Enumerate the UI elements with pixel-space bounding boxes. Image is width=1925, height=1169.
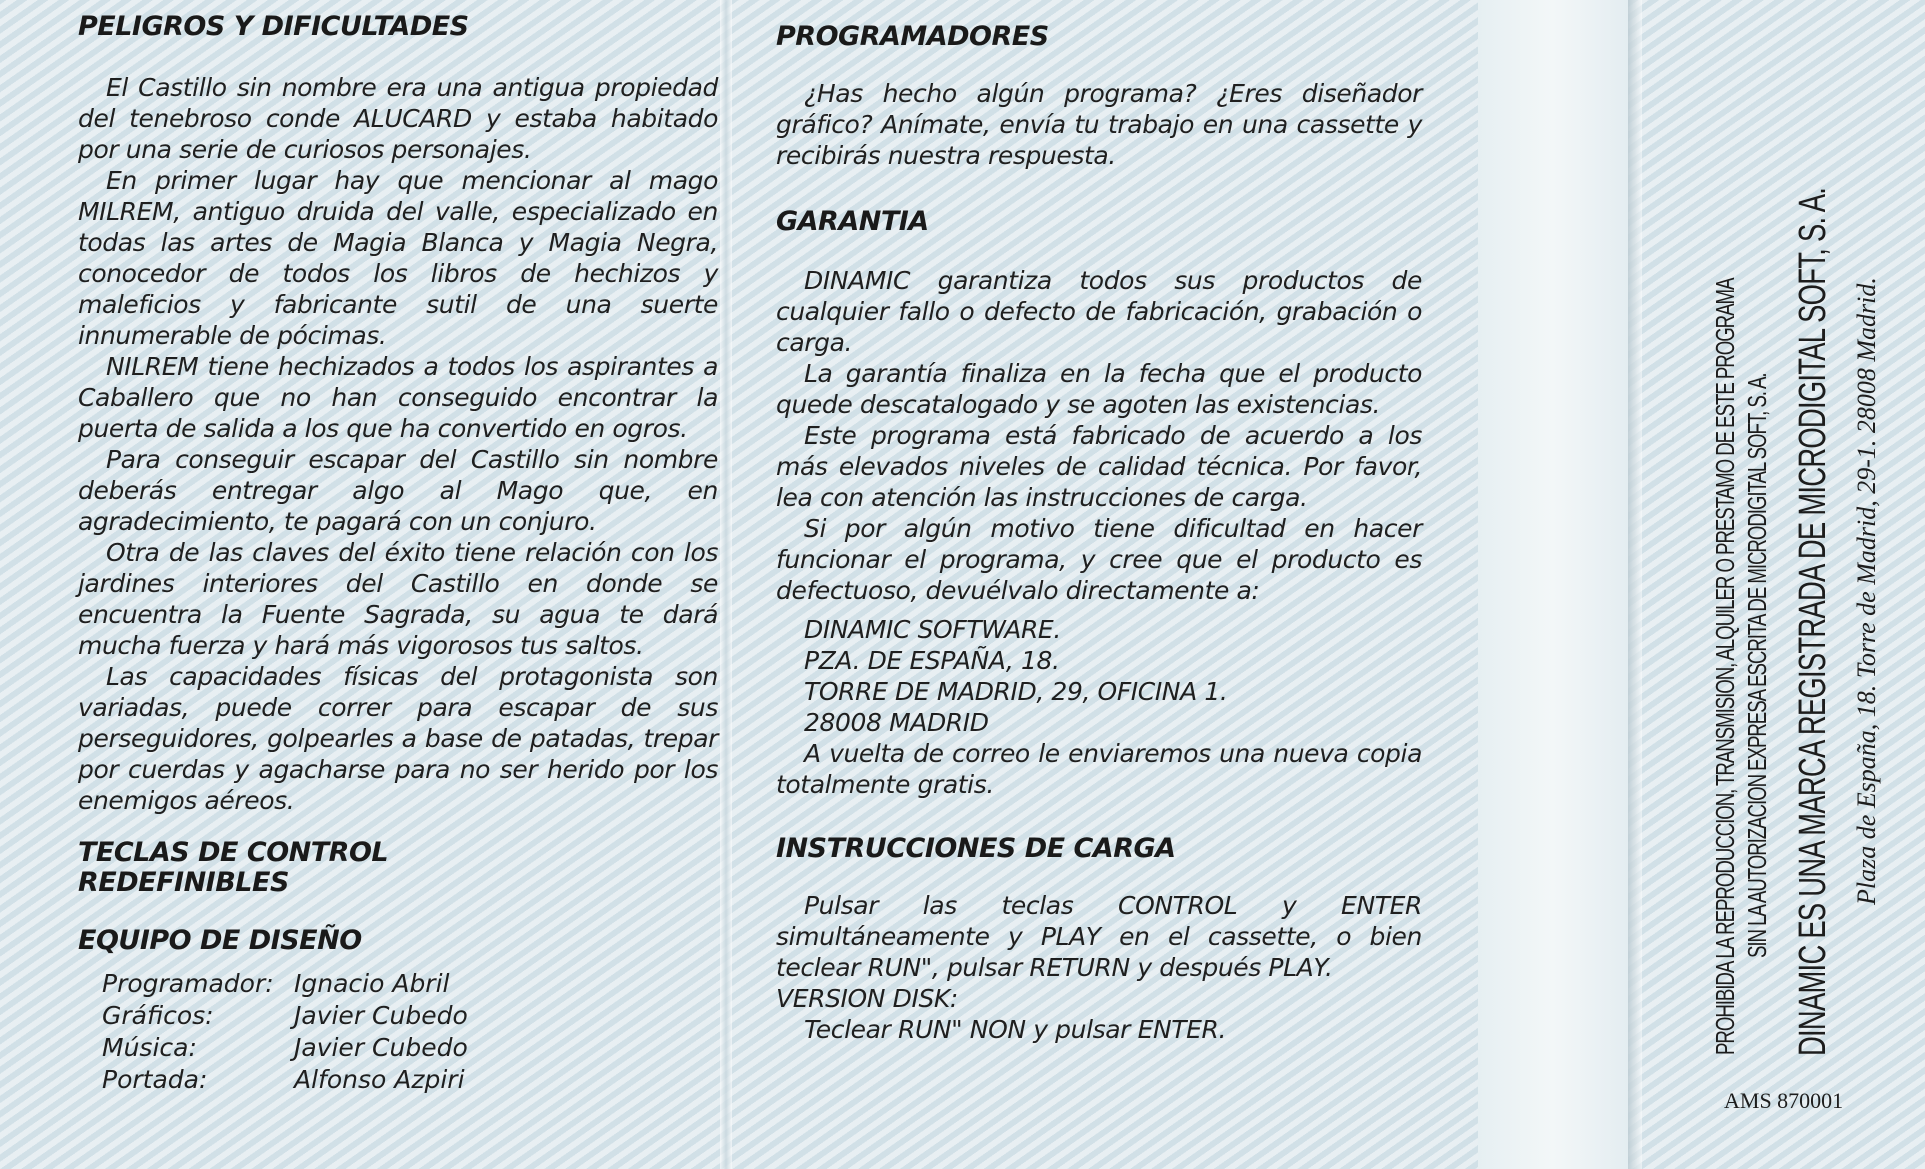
garantia-paragraph-2: La garantía finaliza en la fecha que el producto quede descatalogado y se agoten las existencias. (776, 359, 1422, 419)
peligros-paragraph-5: Otra de las claves del éxito tiene relación con los jardines interiores del Castillo en donde se encuentra la Fuente Sagrada, su agua te dará mucha fuerza y hará más vigorosos tus saltos. (78, 538, 718, 660)
credit-name: Ignacio Abril (294, 969, 450, 998)
programadores-text: ¿Has hecho algún programa? ¿Eres diseñador gráfico? Anímate, envía tu trabajo en una cassette y recibirás nuestra respuesta. (776, 79, 1422, 170)
credit-role: Música: (102, 1033, 197, 1062)
fold-panel-blank (1478, 0, 1628, 1169)
peligros-paragraph-4: Para conseguir escapar del Castillo sin nombre deberás entregar algo al Mago que, en agradecimiento, te pagará con un conjuro. (78, 445, 718, 536)
credit-role: Gráficos: (102, 1001, 214, 1030)
programadores-title: PROGRAMADORES (776, 21, 1049, 52)
address-line: 28008 MADRID (804, 708, 989, 737)
prohibida-line-2: SIN LA AUTORIZACION EXPRESA ESCRITA DE MICRODIGITAL SOFT, S. A. (1742, 373, 1772, 959)
vuelta-text: A vuelta de correo le enviaremos una nueva copia totalmente gratis. (776, 739, 1422, 799)
credits-list (102, 968, 718, 1096)
ams-code: AMS 870001 (1724, 1088, 1844, 1113)
peligros-paragraph-3: NILREM tiene hechizados a todos los aspirantes a Caballero que no han conseguido encontrar la puerta de salida a los que ha convertido en ogros. (78, 352, 718, 443)
credit-role: Programador: (102, 969, 274, 998)
prohibida-line-1: PROHIBIDA LA REPRODUCCION, TRANSMISION, ALQUILER O PRESTAMO DE ESTE PROGRAMA (1710, 278, 1740, 1055)
brand-line: DINAMIC ES UNA MARCA REGISTRADA DE MICRODIGITAL SOFT, S. A. (1792, 187, 1834, 1057)
teclas-title-line2: REDEFINIBLES (78, 867, 289, 898)
credit-row (102, 1064, 718, 1096)
credit-role: Portada: (102, 1065, 208, 1094)
left-column (78, 12, 718, 1096)
plaza-line: Plaza de España, 18. Torre de Madrid, 29-1. 28008 Madrid. (1852, 277, 1881, 905)
credit-name: Javier Cubedo (294, 1033, 468, 1062)
address-line: PZA. DE ESPAÑA, 18. (804, 646, 1060, 675)
equipo-title: EQUIPO DE DISEÑO (78, 925, 362, 956)
garantia-title: GARANTIA (776, 206, 929, 237)
middle-column (776, 22, 1422, 1045)
peligros-paragraph-1: El Castillo sin nombre era una antigua propiedad del tenebroso conde ALUCARD y estaba habitado por una serie de curiosos personajes. (78, 73, 718, 164)
credit-row (102, 968, 718, 1000)
peligros-title: PELIGROS Y DIFICULTADES (78, 11, 469, 42)
garantia-paragraph-1: DINAMIC garantiza todos sus productos de cualquier fallo o defecto de fabricación, grabación o carga. (776, 266, 1422, 357)
peligros-paragraph-2: En primer lugar hay que mencionar al mago MILREM, antiguo druida del valle, especializado en todas las artes de Magia Blanca y Magia Negra, conocedor de todos los libros de hechizos y maleficios y fabricante sutil de una suerte innumerable de pócimas. (78, 166, 718, 350)
fold-crease-2 (1628, 0, 1642, 1169)
instrucciones-text: Pulsar las teclas CONTROL y ENTER simultáneamente y PLAY en el cassette, o bien teclear RUN", pulsar RETURN y después PLAY. (776, 891, 1422, 982)
credit-name: Alfonso Azpiri (294, 1065, 465, 1094)
address-line: TORRE DE MADRID, 29, OFICINA 1. (804, 677, 1228, 706)
garantia-paragraph-3: Este programa está fabricado de acuerdo a los más elevados niveles de calidad técnica. Por favor, lea con atención las instrucciones de carga. (776, 421, 1422, 512)
address-block (776, 614, 1422, 738)
peligros-paragraph-6: Las capacidades físicas del protagonista son variadas, puede correr para escapar de sus perseguidores, golpearles a base de patadas, trepar por cuerdas y agacharse para no ser herido por los enemigos aéreos. (78, 662, 718, 815)
credit-row (102, 1000, 718, 1032)
credit-name: Javier Cubedo (294, 1001, 468, 1030)
credit-row (102, 1032, 718, 1064)
version-disk-label: VERSION DISK: (776, 984, 958, 1013)
fold-crease-1 (720, 0, 732, 1169)
address-line: DINAMIC SOFTWARE. (804, 615, 1061, 644)
version-disk-text: Teclear RUN" NON y pulsar ENTER. (804, 1015, 1227, 1044)
teclas-title-line1: TECLAS DE CONTROL (78, 837, 389, 868)
instrucciones-title: INSTRUCCIONES DE CARGA (776, 833, 1176, 864)
garantia-paragraph-4: Si por algún motivo tiene dificultad en hacer funcionar el programa, y cree que el producto es defectuoso, devuélvalo directamente a: (776, 514, 1422, 605)
